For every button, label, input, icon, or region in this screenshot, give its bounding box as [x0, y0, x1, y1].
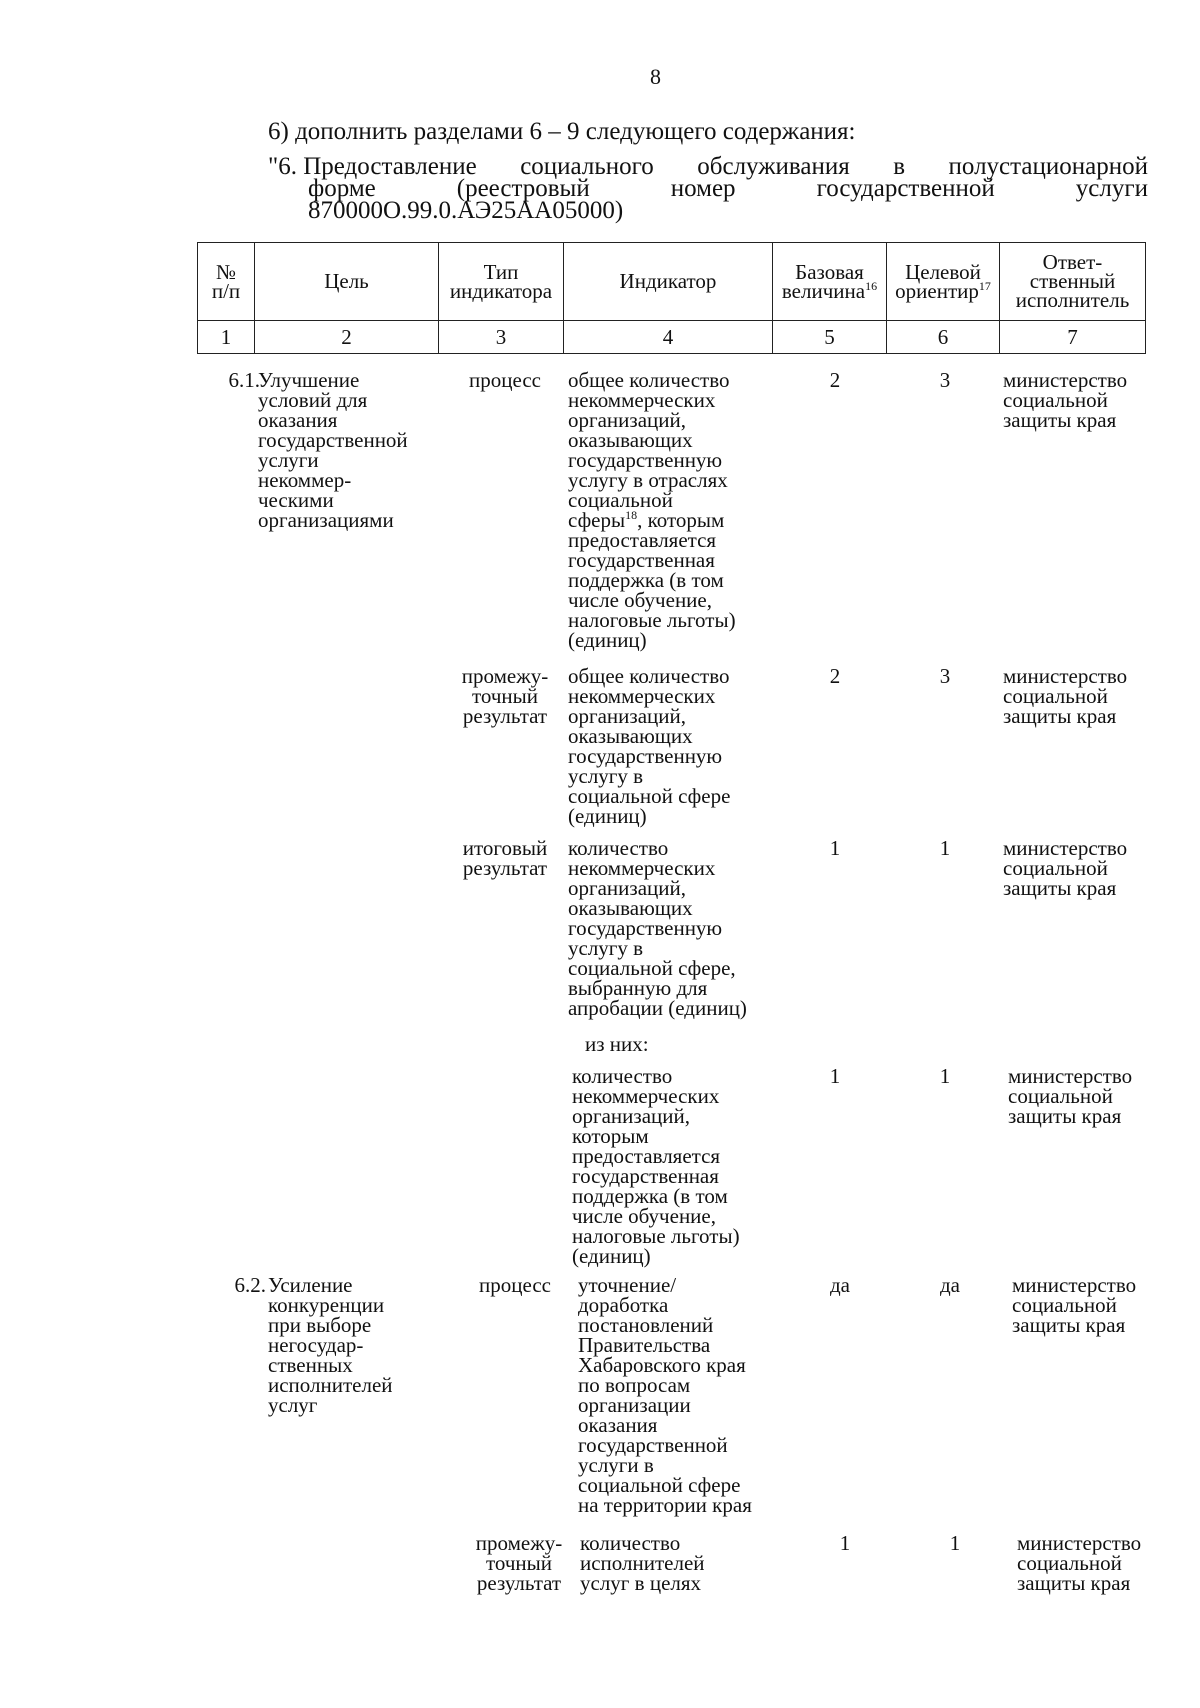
- header-cell-number: № п/п: [198, 243, 255, 321]
- row-target-value: 1: [939, 1064, 951, 1088]
- row-indicator: общее количество некоммерческих организаций, оказывающих государственную услугу в отраслях социальной сферы$^{18}$, которым предоставляется государственная поддержка (в том числе обучение, налоговые льготы) (единиц): [568, 368, 736, 652]
- header-cell-type: Тип индикатора: [439, 243, 564, 321]
- section-title-word: номер: [670, 175, 736, 202]
- column-number: 5: [773, 321, 887, 354]
- indicator-table-header: [197, 242, 1146, 354]
- row-responsible: министерство социальной защиты края: [1003, 836, 1128, 900]
- header-cell-responsible: Ответ- ственный исполнитель: [1000, 243, 1146, 321]
- row-target-value: 3: [939, 664, 951, 688]
- section-title-word: обслуживания: [697, 153, 850, 180]
- row-target-value: да: [939, 1273, 960, 1297]
- row-responsible: министерство социальной защиты края: [1008, 1064, 1133, 1128]
- header-cell-indicator: Индикатор: [564, 243, 773, 321]
- row-base-value: 1: [829, 836, 841, 860]
- header-row: [198, 243, 1146, 321]
- row-indicator: уточнение/ доработка постановлений Правительства Хабаровского края по вопросам организации оказания государственной услуги в социальной сфере на территории края: [578, 1273, 752, 1517]
- row-responsible: министерство социальной защиты края: [1003, 368, 1128, 432]
- row-indicator-type: итоговый результат: [462, 836, 548, 880]
- row-indicator: общее количество некоммерческих организаций, оказывающих государственную услугу в социальной сфере (единиц): [568, 664, 731, 828]
- column-number: 7: [1000, 321, 1146, 354]
- footnote-ref: 18: [625, 508, 638, 522]
- section-title-word: в: [893, 153, 906, 180]
- section-title-line-3: 870000О.99.0.АЭ25АА05000): [308, 197, 624, 224]
- header-cell-target: Целевой ориентир$^{17}$: [887, 243, 1000, 321]
- row-base-value: да: [829, 1273, 850, 1297]
- row-indicator: количество некоммерческих организаций, которым предоставляется государственная поддержка (в том числе обучение, налоговые льготы) (единиц): [572, 1064, 740, 1268]
- row-responsible: министерство социальной защиты края: [1012, 1273, 1137, 1337]
- row-indicator-type: процесс: [469, 368, 541, 392]
- header-cell-base-value: Базовая величина$^{16}$: [773, 243, 887, 321]
- row-responsible: министерство социальной защиты края: [1003, 664, 1128, 728]
- row-target-value: 1: [939, 836, 951, 860]
- column-number: 3: [439, 321, 564, 354]
- column-number: 4: [564, 321, 773, 354]
- row-base-value: 1: [839, 1531, 851, 1555]
- row-goal: Улучшение условий для оказания государственной услуги некоммер- ческими организациями: [258, 368, 408, 532]
- section-title-word: форме: [308, 175, 376, 202]
- section-title-word: услуги: [1075, 175, 1148, 202]
- row-base-value: 2: [829, 664, 841, 688]
- footnote-ref: 16: [865, 278, 878, 293]
- column-number: 2: [255, 321, 439, 354]
- section-title-word: "6. Предоставление: [268, 153, 477, 180]
- row-target-value: 3: [939, 368, 951, 392]
- column-number: 6: [887, 321, 1000, 354]
- footnote-ref: 17: [978, 278, 991, 293]
- intro-text: 6) дополнить разделами 6 – 9 следующего содержания:: [268, 118, 856, 145]
- section-title: [268, 153, 1148, 224]
- row-indicator-type: процесс: [479, 1273, 551, 1297]
- row-base-value: 1: [829, 1064, 841, 1088]
- section-title-word: полустационарной: [948, 153, 1148, 180]
- header-cell-goal: Цель: [255, 243, 439, 321]
- row-responsible: министерство социальной защиты края: [1017, 1531, 1142, 1595]
- row-number: 6.2.: [234, 1273, 266, 1297]
- row-number: 6.1.: [228, 368, 260, 392]
- page-number: 8: [650, 64, 661, 89]
- row-target-value: 1: [949, 1531, 961, 1555]
- column-number-row: [198, 321, 1146, 354]
- row-indicator: количество исполнителей услуг в целях: [580, 1531, 705, 1595]
- of-them-label: из них:: [585, 1032, 649, 1056]
- row-indicator: количество некоммерческих организаций, оказывающих государственную услугу в социальной сфере, выбранную для апробации (единиц): [568, 836, 747, 1020]
- row-base-value: 2: [829, 368, 841, 392]
- row-indicator-type: промежу- точный результат: [461, 664, 549, 728]
- section-title-word: государственной: [816, 175, 995, 202]
- section-title-word: социального: [520, 153, 654, 180]
- column-number: 1: [198, 321, 255, 354]
- section-title-word: (реестровый: [456, 175, 590, 202]
- row-goal: Усиление конкуренции при выборе негосудар- ственных исполнителей услуг: [268, 1273, 393, 1417]
- row-indicator-type: промежу- точный результат: [475, 1531, 563, 1595]
